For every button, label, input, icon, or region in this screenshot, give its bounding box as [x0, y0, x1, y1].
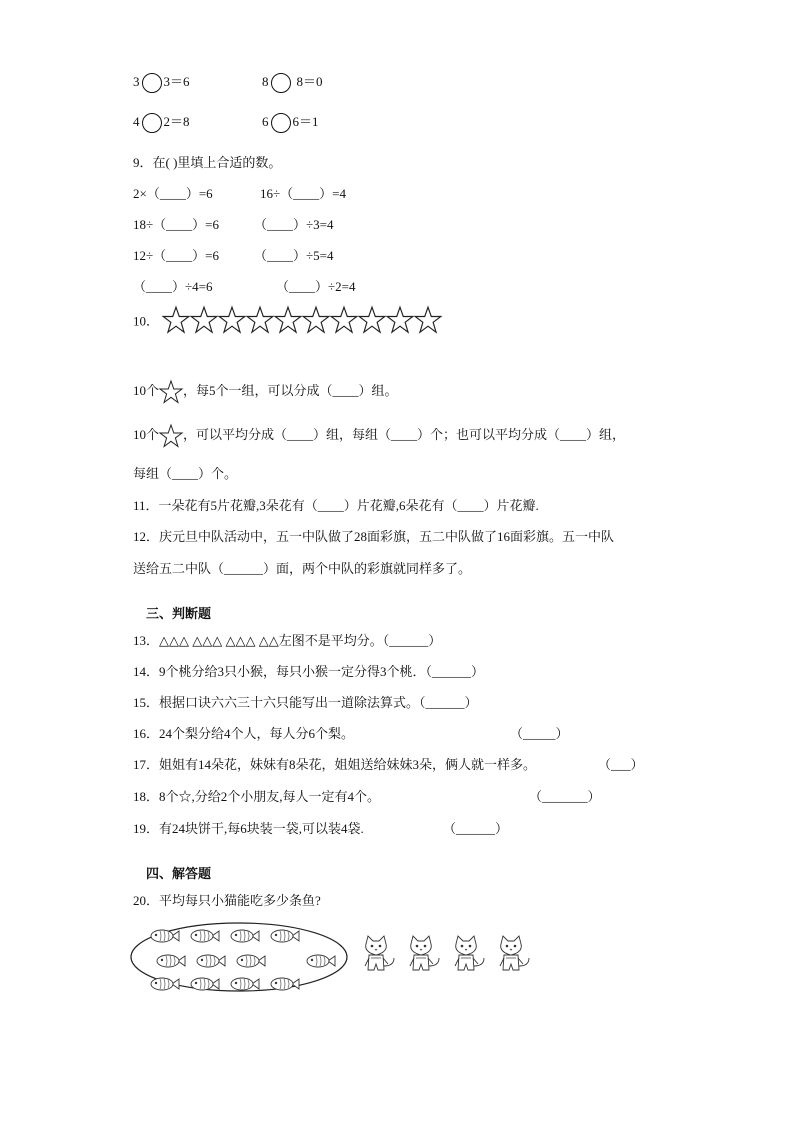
fish-and-cats-figure — [128, 922, 548, 994]
star-icon — [162, 306, 190, 334]
q9-r1c2: 16÷（____）=4 — [260, 186, 346, 201]
q14: 14．9个桃分给3只小猴，每只小猴一定分得3个桃．（______） — [133, 664, 485, 679]
answer-circle[interactable] — [271, 113, 291, 133]
star-icon — [386, 306, 414, 334]
fish-icon — [157, 955, 185, 967]
fish-icon — [271, 978, 299, 990]
q9-r3c1: 12÷（____）=6 — [133, 248, 219, 263]
q8-row2a: 4 2＝8 — [133, 111, 190, 133]
q9-r2c1: 18÷（____）=6 — [133, 217, 219, 232]
fish-icon — [231, 930, 259, 942]
answer-circle[interactable] — [271, 73, 291, 93]
star-icon — [330, 306, 358, 334]
star-icon — [302, 306, 330, 334]
star-icon — [218, 306, 246, 334]
q9-title: 9．在( )里填上合适的数。 — [133, 155, 282, 170]
q19: 19．有24块饼干,每6块装一袋,可以装4袋. — [133, 821, 364, 836]
q19-answer[interactable]: （______） — [443, 821, 509, 836]
answer-circle[interactable] — [142, 113, 162, 133]
fish-icon — [151, 930, 179, 942]
cat-icon — [455, 936, 484, 970]
q18: 18．8个☆,分给2个小朋友,每人一定有4个。 — [133, 789, 381, 804]
q9-r4c2: （____）÷2=4 — [276, 279, 356, 294]
q9-r3c2: （____）÷5=4 — [254, 248, 334, 263]
q18-answer[interactable]: （_______） — [529, 789, 601, 804]
q10-line2: 10个 ，可以平均分成（____）组，每组（____）个；也可以平均分成（____）组， — [133, 424, 625, 448]
star-icon — [190, 306, 218, 334]
section-title-judge: 三、判断题 — [146, 607, 212, 622]
q10-line3: 每组（____）个。 — [133, 466, 238, 481]
q20: 20．平均每只小猫能吃多少条鱼? — [133, 893, 321, 908]
cat-group — [365, 936, 529, 970]
star-icon — [159, 380, 183, 404]
star-icon — [358, 306, 386, 334]
q8-row1b: 8 8＝0 — [262, 71, 323, 93]
q8-row2b: 6 6＝1 — [262, 111, 319, 133]
q13: 13．△△△ △△△ △△△ △△左图不是平均分。（______） — [133, 633, 442, 648]
cat-icon — [500, 936, 529, 970]
cat-icon — [365, 936, 394, 970]
q10-number: 10． — [133, 313, 160, 329]
star-icon — [159, 424, 183, 448]
star-icon — [414, 306, 442, 334]
fish-icon — [231, 978, 259, 990]
q9-r1c1: 2×（____）=6 — [133, 186, 213, 201]
q17-answer[interactable]: （___） — [598, 757, 644, 772]
cat-icon — [410, 936, 439, 970]
star-row — [162, 311, 442, 326]
q12-line2: 送给五二中队（______）面，两个中队的彩旗就同样多了。 — [133, 561, 472, 576]
q16-answer[interactable]: （_____） — [510, 726, 569, 741]
q17: 17．姐姐有14朵花，妹妹有8朵花，姐姐送给妹妹3朵，俩人就一样多。 — [133, 757, 537, 772]
fish-icon — [191, 930, 219, 942]
fish-icon — [271, 930, 299, 942]
fish-icon — [237, 955, 265, 967]
q8-row1a: 3 3＝6 — [133, 71, 190, 93]
section-title-answer: 四、解答题 — [146, 867, 212, 882]
q10-stars-row — [133, 306, 442, 334]
fish-icon — [191, 978, 219, 990]
q9-r4c1: （____）÷4=6 — [133, 279, 213, 294]
q9-r2c2: （____）÷3=4 — [254, 217, 334, 232]
q11: 11．一朵花有5片花瓣,3朵花有（____）片花瓣,6朵花有（____）片花瓣. — [133, 498, 539, 513]
fish-group — [151, 930, 335, 990]
q16: 16．24个梨分给4个人，每人分6个梨。 — [133, 726, 355, 741]
fish-icon — [197, 955, 225, 967]
star-icon — [274, 306, 302, 334]
answer-circle[interactable] — [142, 73, 162, 93]
fish-icon — [151, 978, 179, 990]
fish-icon — [307, 955, 335, 967]
q12-line1: 12．庆元旦中队活动中，五一中队做了28面彩旗，五二中队做了16面彩旗。五一中队 — [133, 529, 615, 544]
star-icon — [246, 306, 274, 334]
q15: 15．根据口诀六六三十六只能写出一道除法算式。（______） — [133, 695, 478, 710]
q10-line1: 10个 ，每5个一组，可以分成（____）组。 — [133, 380, 398, 404]
